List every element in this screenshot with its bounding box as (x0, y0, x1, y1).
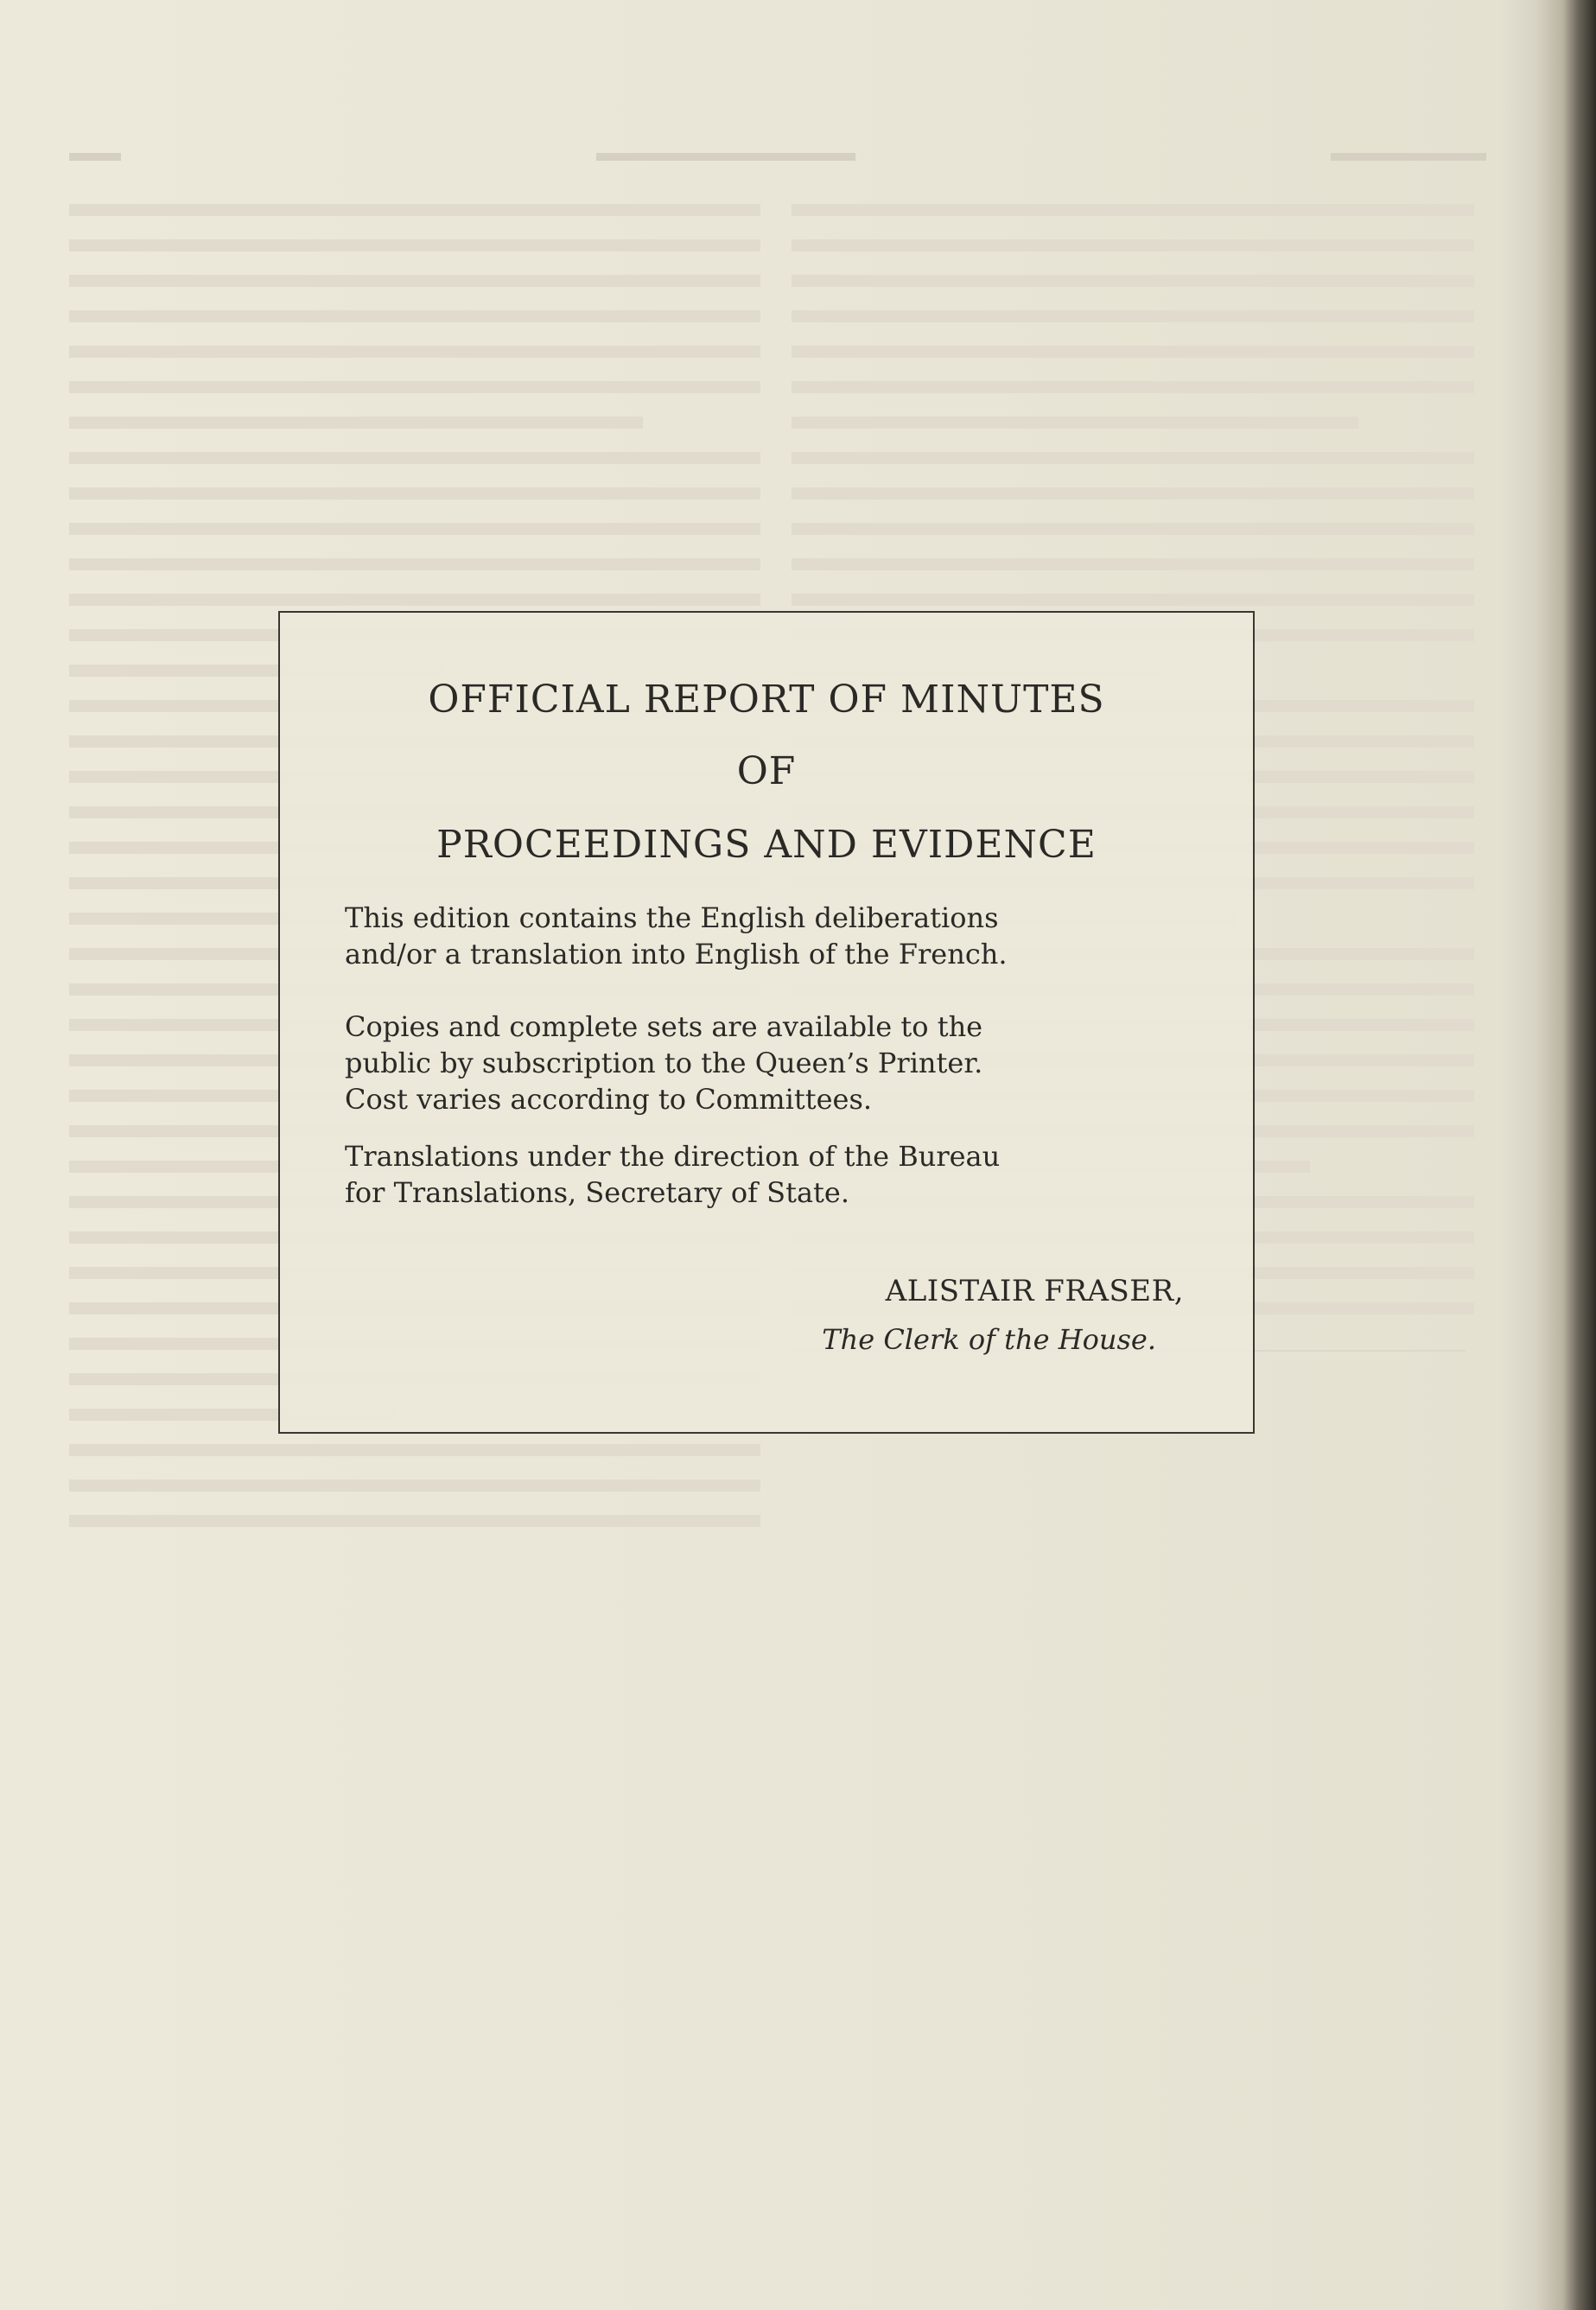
paragraph-line: public by subscription to the Queen’s Printer. (345, 1047, 983, 1079)
page-binding-edge (1536, 0, 1596, 2310)
paragraph-line: Copies and complete sets are available to the (345, 1010, 983, 1043)
official-report-notice-box (278, 611, 1255, 1434)
binding-shadow (1501, 0, 1536, 2310)
signatory-title: The Clerk of the House. (822, 1323, 1156, 1356)
paragraph-line: Cost varies according to Committees. (345, 1083, 873, 1116)
paragraph-line: Translations under the direction of the Bureau (345, 1140, 1001, 1173)
bleed-through-header: ▬▬ ▬▬▬▬▬▬▬▬▬▬ ▬▬▬▬▬▬ (69, 138, 1486, 167)
heading-proceedings-evidence: PROCEEDINGS AND EVIDENCE (436, 823, 1097, 867)
paragraph-line: for Translations, Secretary of State. (345, 1176, 849, 1209)
heading-official-report: OFFICIAL REPORT OF MINUTES (428, 678, 1105, 722)
edition-contents-paragraph (345, 900, 1192, 972)
paragraph-line: and/or a translation into English of the French. (345, 938, 1008, 970)
translations-paragraph (345, 1138, 1192, 1211)
signatory-name: ALISTAIR FRASER, (885, 1274, 1184, 1308)
paragraph-line: This edition contains the English deliberations (345, 901, 999, 934)
heading-of: OF (736, 749, 797, 793)
subscription-paragraph (345, 1009, 1192, 1117)
